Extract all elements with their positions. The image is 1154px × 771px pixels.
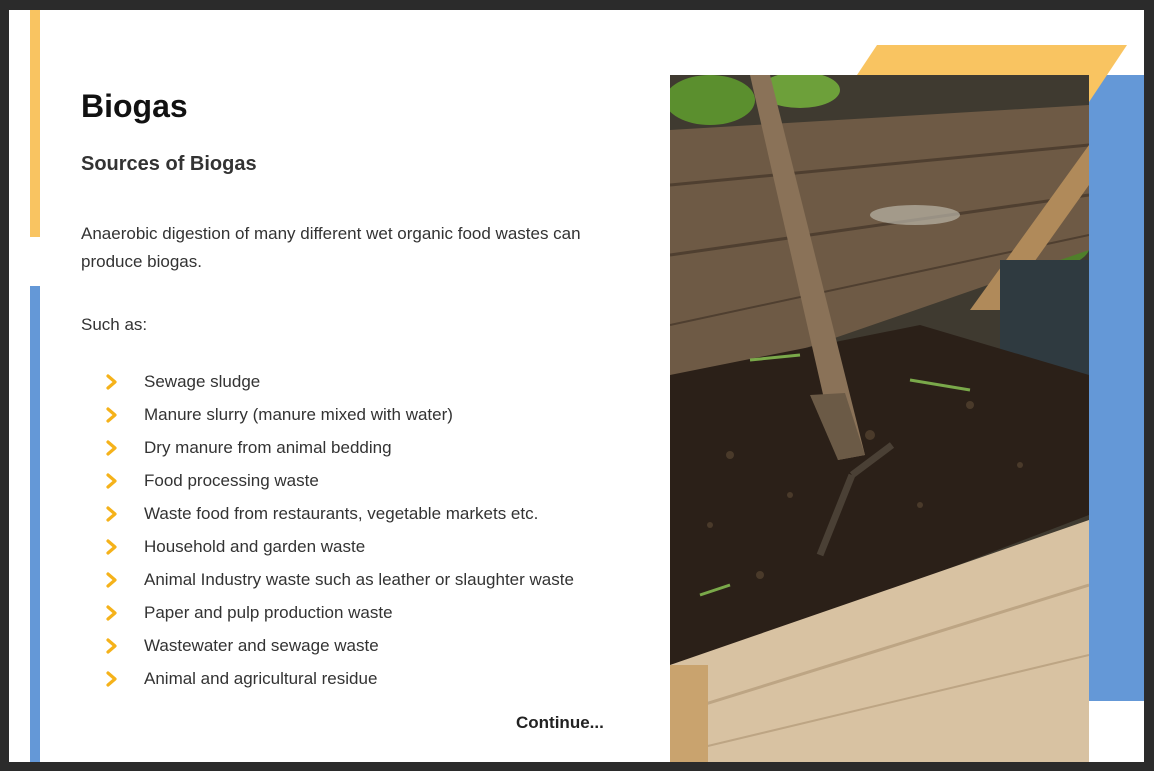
- chevron-right-icon: [105, 605, 144, 621]
- list-item-label: Household and garden waste: [144, 536, 366, 556]
- list-item: [105, 596, 574, 629]
- list-item-label: Animal Industry waste such as leather or slaughter waste: [144, 569, 574, 589]
- page-title: Biogas: [81, 88, 188, 124]
- chevron-right-icon: [105, 638, 144, 654]
- list-item: [105, 497, 574, 530]
- list-item: [105, 431, 574, 464]
- chevron-right-icon: [105, 671, 144, 687]
- list-item-label: Paper and pulp production waste: [144, 602, 393, 622]
- list-item-label: Animal and agricultural residue: [144, 668, 378, 688]
- decorative-blue-block: [1089, 75, 1144, 701]
- list-item: [105, 464, 574, 497]
- compost-bin-photo: [670, 75, 1089, 762]
- list-item: [105, 629, 574, 662]
- list-item-label: Dry manure from animal bedding: [144, 437, 392, 457]
- accent-bar-blue: [30, 286, 40, 762]
- continue-link[interactable]: Continue...: [516, 713, 604, 732]
- chevron-right-icon: [105, 407, 144, 423]
- list-item: [105, 398, 574, 431]
- list-item-label: Sewage sludge: [144, 371, 261, 391]
- list-item-label: Food processing waste: [144, 470, 319, 490]
- list-item: [105, 563, 574, 596]
- sources-list: [105, 365, 574, 695]
- accent-bar-yellow: [30, 10, 40, 237]
- chevron-right-icon: [105, 572, 144, 588]
- section-subtitle: Sources of Biogas: [81, 153, 257, 175]
- list-item: [105, 365, 574, 398]
- slide: [9, 10, 1144, 762]
- chevron-right-icon: [105, 440, 144, 456]
- chevron-right-icon: [105, 506, 144, 522]
- chevron-right-icon: [105, 539, 144, 555]
- chevron-right-icon: [105, 374, 144, 390]
- list-item: [105, 662, 574, 695]
- chevron-right-icon: [105, 473, 144, 489]
- list-item-label: Waste food from restaurants, vegetable markets etc.: [144, 503, 539, 523]
- list-item-label: Wastewater and sewage waste: [144, 635, 379, 655]
- such-as-label: Such as:: [81, 315, 148, 334]
- intro-paragraph: Anaerobic digestion of many different wet organic food wastes can produce biogas.: [81, 224, 581, 271]
- list-item-label: Manure slurry (manure mixed with water): [144, 404, 453, 424]
- list-item: [105, 530, 574, 563]
